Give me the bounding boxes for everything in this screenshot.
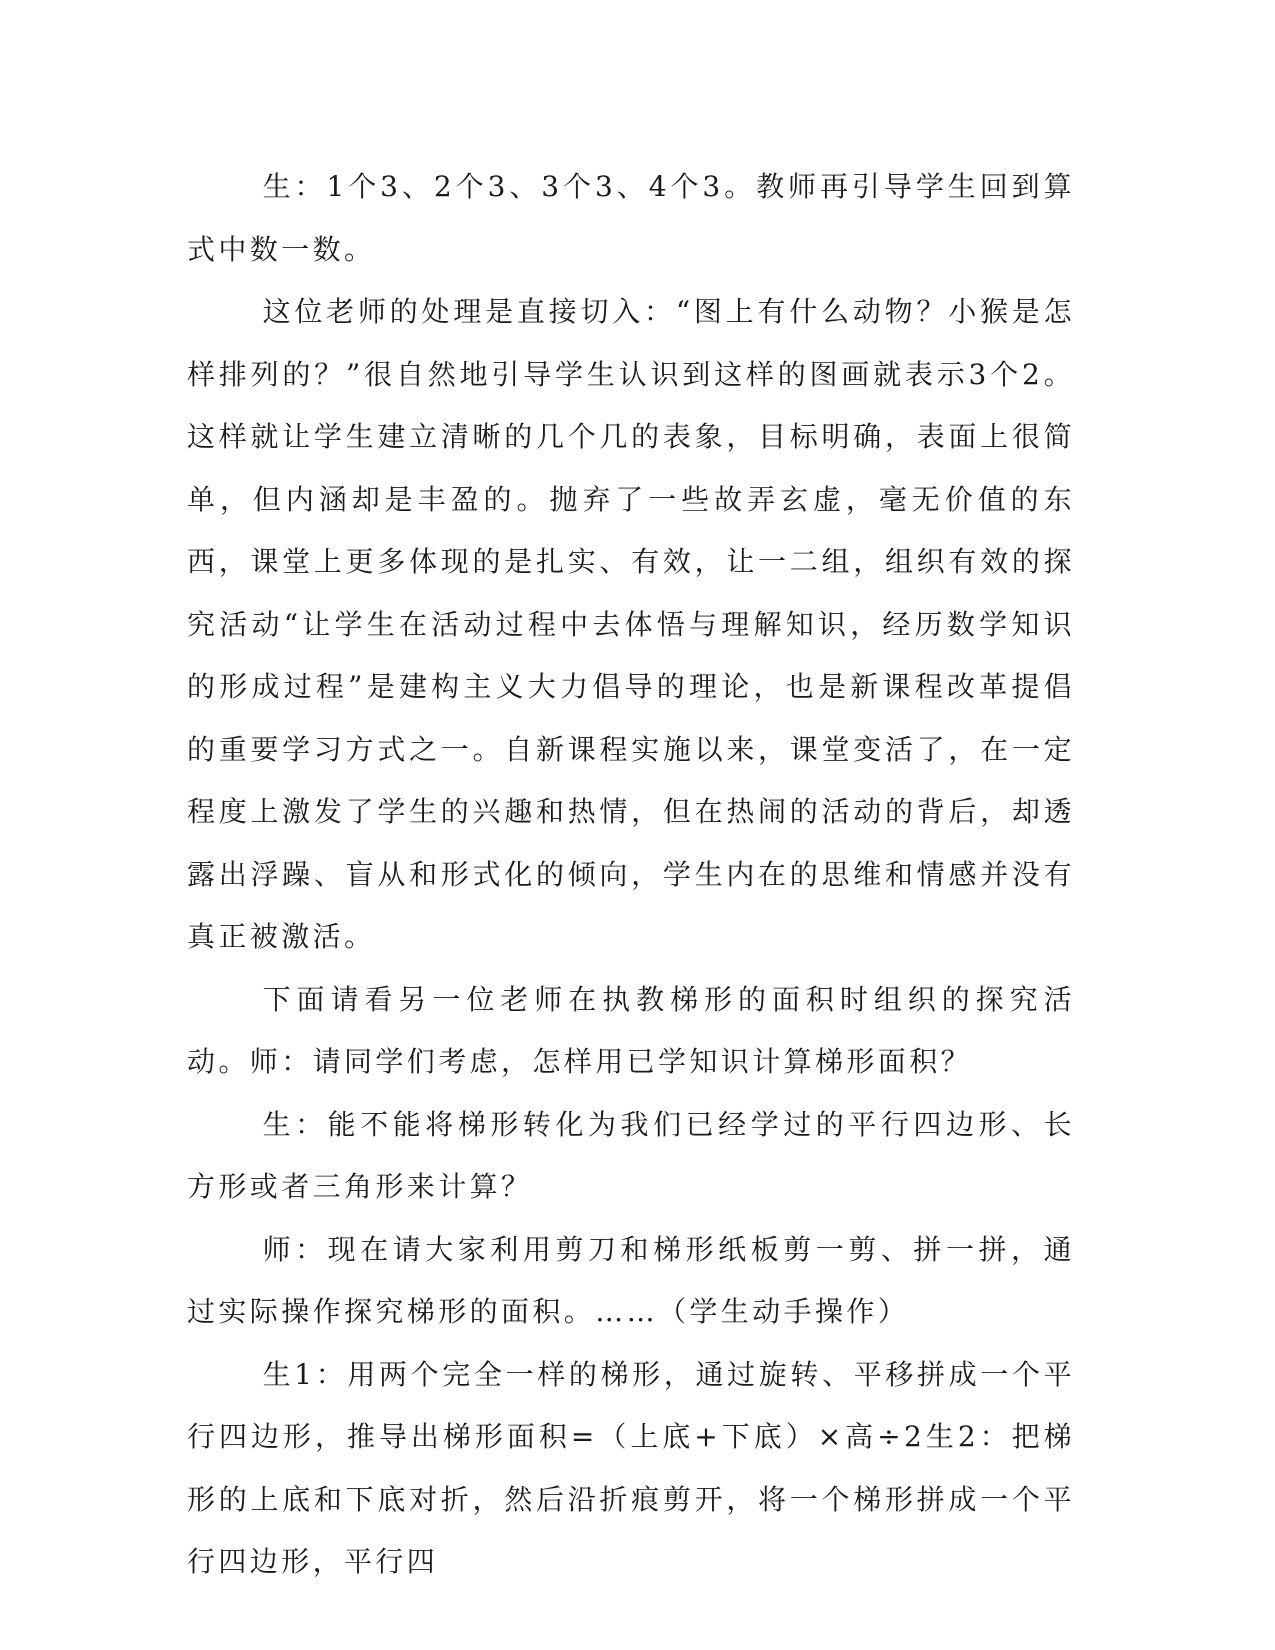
document-page	[187, 156, 1075, 1578]
paragraph-3: 下面请看另一位老师在执教梯形的面积时组织的探究活动。师：请同学们考虑，怎样用已学知识计算梯形面积？	[187, 982, 1075, 1078]
paragraph-4: 生：能不能将梯形转化为我们已经学过的平行四边形、长方形或者三角形来计算？	[187, 1107, 1075, 1203]
paragraph-1: 生：1个3、2个3、3个3、4个3。教师再引导学生回到算式中数一数。	[187, 170, 1075, 266]
paragraph-5: 师：现在请大家利用剪刀和梯形纸板剪一剪、拼一拼，通过实际操作探究梯形的面积。……（学生动手操作）	[187, 1232, 1075, 1328]
paragraph-2: 这位老师的处理是直接切入：“图上有什么动物？小猴是怎样排列的？”很自然地引导学生认识到这样的图画就表示3个2。这样就让学生建立清晰的几个几的表象，目标明确，表面上很简单，但内涵却是丰盈的。抛弃了一些故弄玄虚，毫无价值的东西，课堂上更多体现的是扎实、有效，让一二组，组织有效的探究活动“让学生在活动过程中去体悟与理解知识，经历数学知识的形成过程”是建构主义大力倡导的理论，也是新课程改革提倡的重要学习方式之一。自新课程实施以来，课堂变活了，在一定程度上激发了学生的兴趣和热情，但在热闹的活动的背后，却透露出浮躁、盲从和形式化的倾向，学生内在的思维和情感并没有真正被激活。	[187, 295, 1075, 953]
paragraph-6: 生1：用两个完全一样的梯形，通过旋转、平移拼成一个平行四边形，推导出梯形面积=（上底+下底）×高÷2生2：把梯形的上底和下底对折，然后沿折痕剪开，将一个梯形拼成一个平行四边形，平行四	[187, 1357, 1075, 1578]
